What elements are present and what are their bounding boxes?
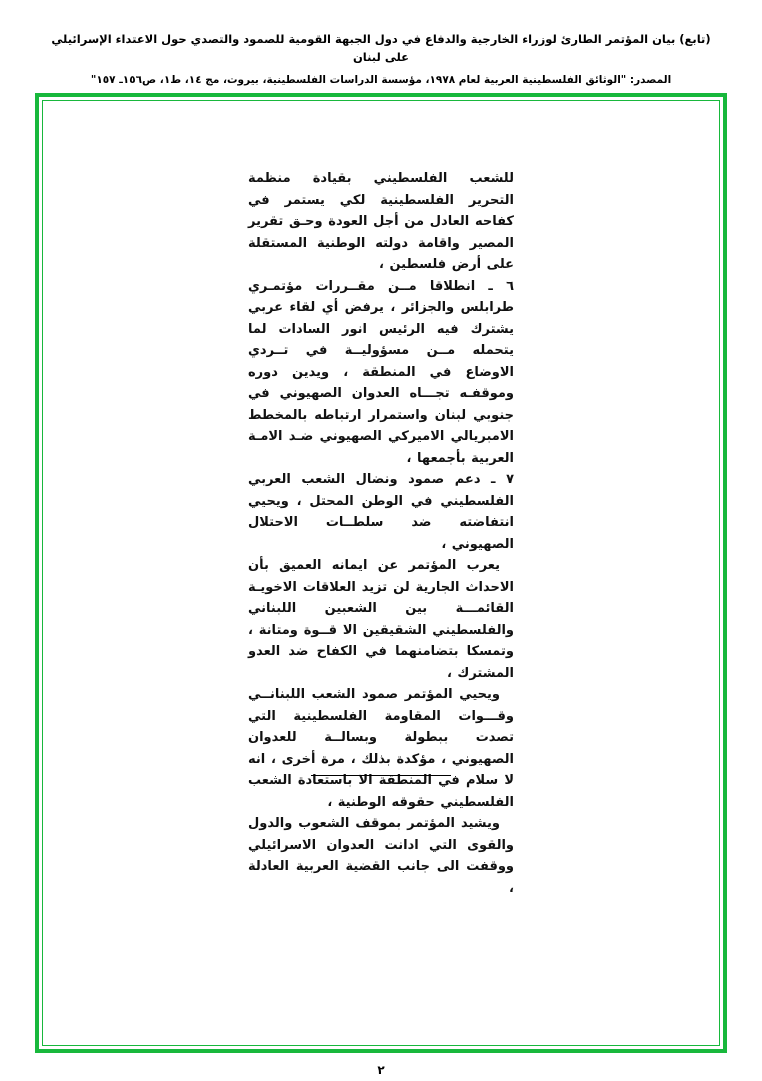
paragraph: للشعب الفلسطيني بقيادة منظمة التحرير الفلسطينية لكي يستمر في كفاحه العادل من أجل العودة وحـق تقرير المصير واقامة دولته الوطنية المستقلة على أرض فلسطين ، bbox=[248, 171, 514, 272]
paragraph: ويحيي المؤتمر صمود الشعب اللبنانــي وقـــوات المقاومة الفلسطينية التي تصدت ببطولة وبسالــة للعدوان الصهيوني ، مؤكدة بذلك ، مرة أخرى ، انه لا سلام في المنطقة الا باستعادة الشعب الفلسطيني حقوقه الوطنية ، bbox=[248, 687, 514, 810]
paragraph: يعرب المؤتمر عن ايمانه العميق بأن الاحداث الجارية لن تزيد العلاقات الاخويـة القائمـــة بين الشعبين اللبناني والفلسطيني الشقيقين الا قــوة ومتانة ، وتمسكا بتضامنهما في الكفاح ضد العدو المشترك ، bbox=[248, 558, 514, 681]
paragraph: ويشيد المؤتمر بموقف الشعوب والدول والقوى التي ادانت العدوان الاسرائيلي ووقفت الى جانب القضية العربية العادلة ، bbox=[248, 816, 514, 896]
header-source: المصدر: "الوثائق الفلسطينية العربية لعام ١٩٧٨، مؤسسة الدراسات الفلسطينية، بيروت، مج ١٤، ط١، ص١٥٦ـ ١٥٧" bbox=[90, 74, 672, 86]
text-column bbox=[248, 168, 514, 899]
page-number: ٢ bbox=[377, 1063, 385, 1077]
header-title: (تابع) بيان المؤتمر الطارئ لوزراء الخارجية والدفاع في دول الجبهة القومية للصمود والتصدي حول الاعتداء الإسرائيلي على لبنان bbox=[51, 32, 711, 64]
paragraph: ٦ ـ انطلاقا مــن مقــررات مؤتمـري طرابلس والجزائر ، يرفض أي لقاء عربي يشترك فيه الرئيس انور السادات لما يتحمله مــن مسؤوليــة في تــردي الاوضاع في المنطقة ، ويدين دوره وموقفـه تجـــاه العدوان الصهيوني في جنوبي لبنان واستمرار ارتباطه بالمخطط الامبريالي الاميركي الصهيوني ضـد الامـة العربية بأجمعها ، bbox=[248, 278, 514, 466]
paragraph: ٧ ـ دعم صمود ونضال الشعب العربي الفلسطيني في الوطن المحتل ، ويحيي انتفاضته ضد سلطــات الاحتلال الصهيوني ، bbox=[248, 472, 514, 552]
page-header bbox=[0, 30, 762, 89]
section-divider bbox=[0, 775, 762, 776]
document-body bbox=[0, 168, 762, 899]
divider-line bbox=[311, 775, 451, 776]
